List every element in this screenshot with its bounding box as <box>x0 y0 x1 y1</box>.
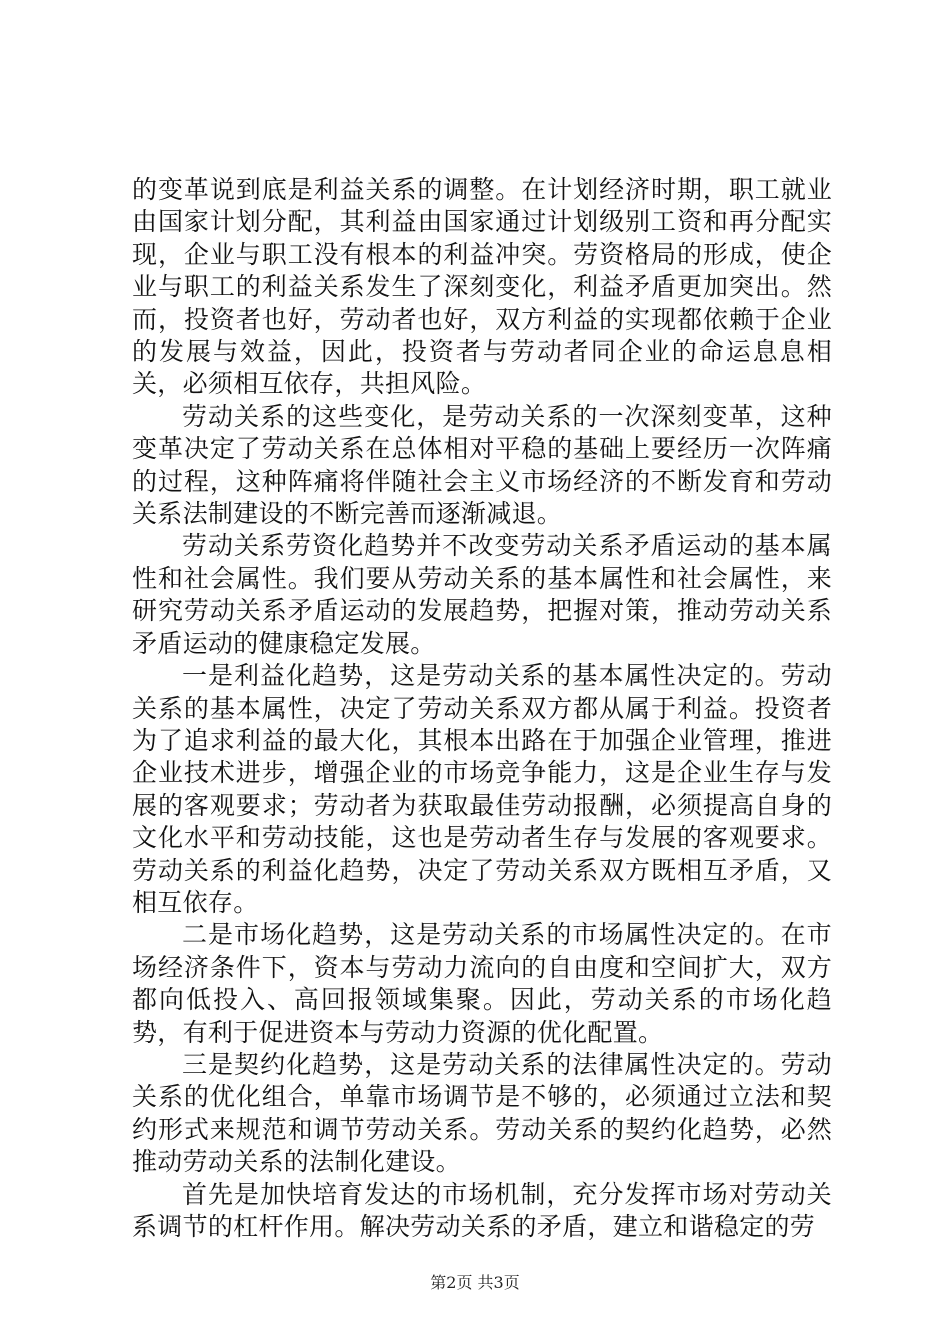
paragraph-7: 首先是加快培育发达的市场机制，充分发挥市场对劳动关系调节的杠杆作用。解决劳动关系的矛盾，建立和谐稳定的劳 <box>132 1179 832 1241</box>
paragraph-6: 三是契约化趋势，这是劳动关系的法律属性决定的。劳动关系的优化组合，单靠市场调节是不够的，必须通过立法和契约形式来规范和调节劳动关系。劳动关系的契约化趋势，必然推动劳动关系的法制化建设。 <box>132 1049 832 1177</box>
page-number-footer: 第2页 共3页 <box>430 1273 520 1292</box>
paragraph-3: 劳动关系劳资化趋势并不改变劳动关系矛盾运动的基本属性和社会属性。我们要从劳动关系的基本属性和社会属性，来研究劳动关系矛盾运动的发展趋势，把握对策，推动劳动关系矛盾运动的健康稳定发展。 <box>132 531 832 658</box>
paragraph-5: 二是市场化趋势，这是劳动关系的市场属性决定的。在市场经济条件下，资本与劳动力流向的自由度和空间扩大，双方都向低投入、高回报领域集聚。因此，劳动关系的市场化趋势，有利于促进资本与劳动力资源的优化配置。 <box>132 920 832 1047</box>
paragraph-1: 的变革说到底是利益关系的调整。在计划经济时期，职工就业由国家计划分配，其利益由国家通过计划级别工资和再分配实现，企业与职工没有根本的利益冲突。劳资格局的形成，使企业与职工的利益关系发生了深刻变化，利益矛盾更加突出。然而，投资者也好，劳动者也好，双方利益的实现都依赖于企业的发展与效益，因此，投资者与劳动者同企业的命运息息相关，必须相互依存，共担风险。 <box>132 175 832 399</box>
paragraph-4: 一是利益化趋势，这是劳动关系的基本属性决定的。劳动关系的基本属性，决定了劳动关系双方都从属于利益。投资者为了追求利益的最大化，其根本出路在于加强企业管理，推进企业技术进步，增强企业的市场竞争能力，这是企业生存与发展的客观要求；劳动者为获取最佳劳动报酬，必须提高自身的文化水平和劳动技能，这也是劳动者生存与发展的客观要求。劳动关系的利益化趋势，决定了劳动关系双方既相互矛盾，又相互依存。 <box>132 661 832 917</box>
document-body <box>132 174 832 1243</box>
paragraph-2: 劳动关系的这些变化，是劳动关系的一次深刻变革，这种变革决定了劳动关系在总体相对平稳的基础上要经历一次阵痛的过程，这种阵痛将伴随社会主义市场经济的不断发育和劳动关系法制建设的不断完善而逐渐减退。 <box>132 401 832 529</box>
